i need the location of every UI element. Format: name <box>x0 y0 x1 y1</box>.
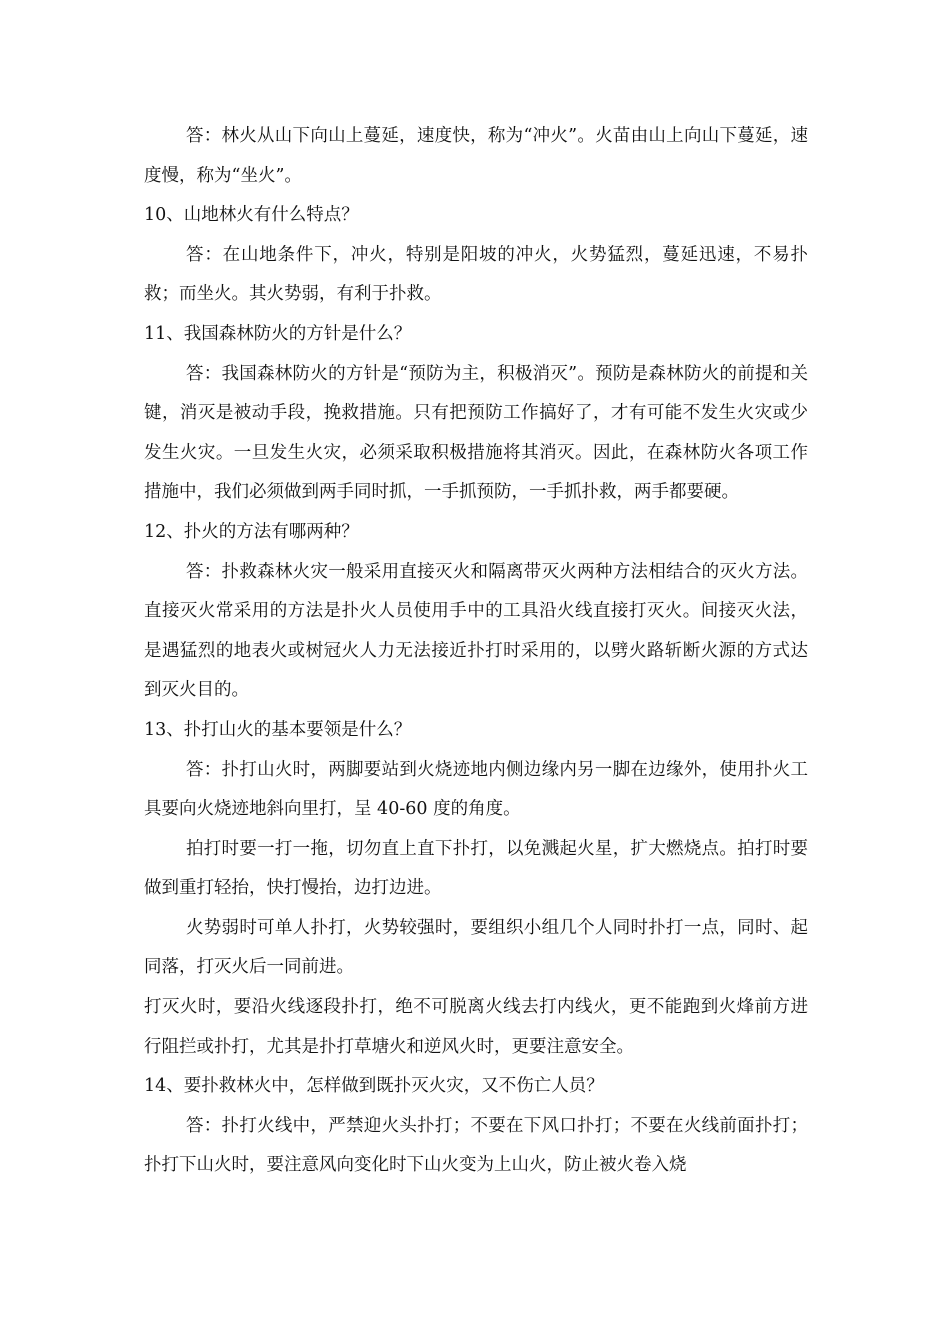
answer-paragraph: 答：在山地条件下，冲火，特别是阳坡的冲火，火势猛烈，蔓延迅速，不易扑救；而坐火。其火势弱，有利于扑救。 <box>144 244 808 305</box>
question-heading: 12、扑火的方法有哪两种？ <box>144 521 359 542</box>
question-heading: 14、要扑救林火中，怎样做到既扑灭火灾，又不伤亡人员？ <box>144 1076 604 1097</box>
answer-paragraph: 答：扑打火线中，严禁迎火头扑打；不要在下风口扑打；不要在火线前面扑打；扑打下山火时，要注意风向变化时下山火变为上山火，防止被火卷入烧 <box>144 1115 808 1176</box>
plain-paragraph: 打灭火时，要沿火线逐段扑打，绝不可脱离火线去打内线火，更不能跑到火烽前方进行阻拦或扑打，尤其是扑打草塘火和逆风火时，更要注意安全。 <box>144 997 808 1057</box>
answer-paragraph: 火势弱时可单人扑打，火势较强时，要组织小组几个人同时扑打一点，同时、起同落，打灭火后一同前进。 <box>144 917 808 978</box>
answer-paragraph: 拍打时要一打一拖，切勿直上直下扑打，以免溅起火星，扩大燃烧点。拍打时要做到重打轻抬，快打慢抬，边打边进。 <box>144 838 808 899</box>
answer-paragraph: 答：我国森林防火的方针是“预防为主，积极消灭”。预防是森林防火的前提和关键，消灭是被动手段，挽救措施。只有把预防工作搞好了，才有可能不发生火灾或少发生火灾。一旦发生火灾，必须采取积极措施将其消灭。因此，在森林防火各项工作措施中，我们必须做到两手同时抓，一手抓预防，一手抓扑救，两手都要硬。 <box>144 363 808 503</box>
answer-paragraph: 答：扑打山火时，两脚要站到火烧迹地内侧边缘内另一脚在边缘外，使用扑火工具要向火烧迹地斜向里打，呈 40-60 度的角度。 <box>144 759 808 820</box>
question-heading: 13、扑打山火的基本要领是什么？ <box>144 719 412 740</box>
answer-paragraph: 答：扑救森林火灾一般采用直接灭火和隔离带灭火两种方法相结合的灭火方法。直接灭火常采用的方法是扑火人员使用手中的工具沿火线直接打灭火。间接灭火法，是遇猛烈的地表火或树冠火人力无法接近扑打时采用的，以劈火路斩断火源的方式达到灭火目的。 <box>144 561 808 701</box>
question-heading: 11、我国森林防火的方针是什么？ <box>144 323 412 344</box>
answer-paragraph: 答：林火从山下向山上蔓延，速度快，称为“冲火”。火苗由山上向山下蔓延，速度慢，称为“坐火”。 <box>144 126 808 186</box>
document-body <box>144 117 808 1186</box>
question-heading: 10、山地林火有什么特点？ <box>144 205 359 226</box>
